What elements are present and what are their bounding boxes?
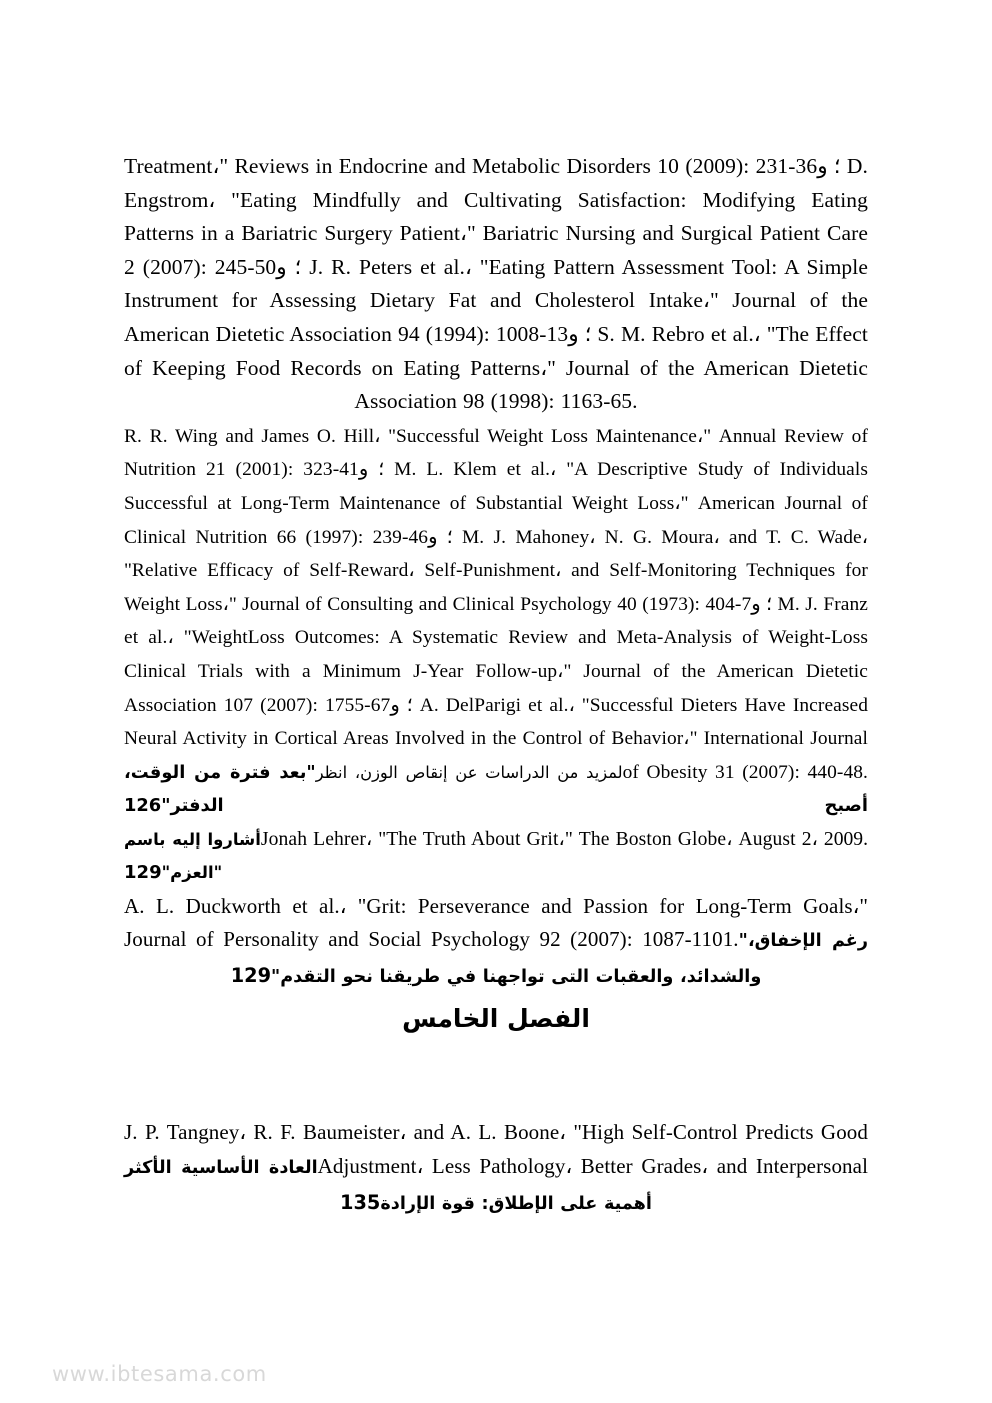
endnote-126-number: 126 [124, 795, 162, 817]
endnote-126-arabic-quote: "بعد فترة من الوقت، أصبح الدفتر" [124, 761, 868, 817]
site-watermark: www.ibtesama.com [52, 1362, 267, 1386]
page-content [124, 150, 868, 1221]
chapter-heading-spacer [124, 1038, 868, 1116]
endnote-129-duckworth-number: 129 [230, 963, 272, 987]
endnote-129-grit-number: 129 [124, 862, 162, 884]
endnote-135 [124, 1116, 868, 1221]
endnote-continuation-paragraph: Treatment،" Reviews in Endocrine and Metabolic Disorders 10 (2009): 231-36؛ و D. Engstrom، "Eating Mindfully and Cultivating Satisfaction: Modifying Eating Patterns in a Bariatric Surgery Patient،" Bariatric Nursing and Surgical Patient Care 2 (2007): 245-50؛ و J. R. Peters et al.، "Eating Pattern Assessment Tool: A Simple Instrument for Assessing Dietary Fat and Cholesterol Intake،" Journal of the American Dietetic Association 94 (1994): 1008-13؛ و S. M. Rebro et al.، "The Effect of Keeping Food Records on Eating Patterns،" Journal of the American Dietetic Association 98 (1998): 1163-65. [124, 154, 869, 414]
endnote-135-body: J. P. Tangney، R. F. Baumeister، and A. L. Boone، "High Self-Control Predicts Good Adjustment، Less Pathology، Better Grades، and Interpersonal [124, 1120, 869, 1179]
endnote-135-number: 135 [340, 1190, 381, 1214]
endnote-129-duckworth-body: A. L. Duckworth et al.، "Grit: Perseverance and Passion for Long-Term Goals،" Journal of Personality and Social Psychology 92 (2007): 1087-1101. [124, 893, 868, 952]
endnote-129-grit-arabic-quote: أشاروا إليه باسم "العزم" [124, 829, 261, 883]
chapter-heading: الفصل الخامس [402, 1004, 590, 1034]
endnote-129-grit [124, 823, 868, 890]
endnote-135-arabic-title: العادة الأساسية الأكثر أهمية على الإطلاق: قوة الإرادة [124, 1158, 652, 1214]
endnote-129-duckworth-arabic-quote: "رغم الإخفاق، والشدائد، والعقبات التى تواجهنا في طريقنا نحو التقدم" [271, 931, 868, 987]
endnote-129-duckworth [124, 890, 868, 995]
endnote-126 [124, 420, 868, 823]
endnote-126-arabic-lead: لمزيد من الدراسات عن إنقاص الوزن، انظر [315, 762, 623, 782]
endnote-126-body: R. R. Wing and James O. Hill، "Successful Weight Loss Maintenance،" Annual Review of Nutrition 21 (2001): 323-41؛ و M. L. Klem et al.، "A Descriptive Study of Individuals Successful at Long-Term Maintenance of Substantial Weight Loss،" American Journal of Clinical Nutrition 66 (1997): 239-46؛ و M. J. Mahoney، N. G. Moura، and T. C. Wade، "Relative Efficacy of Self-Reward، Self-Punishment، and Self-Monitoring Techniques for Weight Loss،" Journal of Consulting and Clinical Psychology 40 (1973): 404-7؛ و M. J. Franz et al.، "WeightLoss Outcomes: A Systematic Review and Meta-Analysis of Weight-Loss Clinical Trials with a Minimum J-Year Follow-up،" Journal of the American Dietetic Association 107 (2007): 1755-67؛ و A. DelParigi et al.، "Successful Dieters Have Increased Neural Activity in Cortical Areas Involved in the Control of Behavior،" International Journal of Obesity 31 (2007): 440-48. [124, 425, 868, 783]
endnote-129-grit-body: Jonah Lehrer، "The Truth About Grit،" The Boston Globe، August 2، 2009. [260, 828, 869, 850]
